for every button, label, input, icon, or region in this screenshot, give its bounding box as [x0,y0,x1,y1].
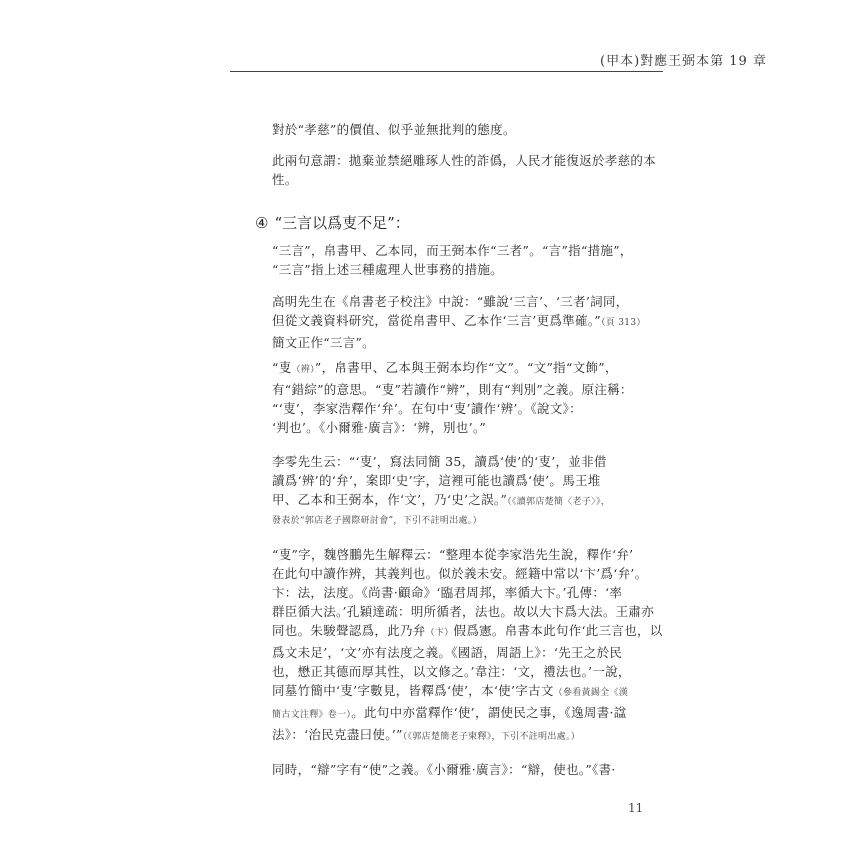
text-line: “三言”指上述三種處理人世事務的措施。 [272,262,503,277]
citation-note: （《郭店楚簡老子柬釋》，下引不註明出處。） [402,732,581,742]
text-line: 同時，“辯”字有“使”之義。《小爾雅·廣言》：“辯，使也。”《書· [272,762,616,777]
inline-note: （參看黃錫全《漢 [553,688,629,698]
heading-text: “三言以爲叓不足”： [274,214,410,232]
text-line: 卞：法，法度。《尚書·顧命》‘臨君周邦，率循大卞。’孔傳：‘率 [272,585,623,600]
text-line: “‘叓’，李家浩釋作‘弁’。在句中‘叓’讀作‘辨’。《說文》： [272,401,582,416]
text-line: 甲、乙本和王弼本，作‘文’，乃‘史’之誤。” [272,492,508,507]
section-heading [255,212,410,233]
text-fragment: 同墓竹簡中‘叓’字數見，皆釋爲‘使’，本‘使’字古文 [272,683,554,698]
heading-number: ④ [255,214,269,232]
text-line: 爲文未足’，‘文’亦有法度之義。《國語，周語上》：‘先王之於民 [272,645,623,660]
text-line: “三言”，帛書甲、乙本同，而王弼本作“三者”。“言”指“措施”， [272,243,633,258]
paragraph-2 [272,151,656,189]
paragraph-1 [272,120,516,139]
inline-note: 簡古文注釋》卷一） [272,710,352,720]
text-line: 對於“孝慈”的價值、似乎並無批判的態度。 [272,122,516,137]
text-fragment: 。此句中亦當釋作‘使’，謂使民之事，《逸周書·諡 [351,705,627,720]
citation-note: （《讀郭店楚簡〈老子〉》， [507,497,611,507]
text-fragment: “叓 [272,360,292,375]
citation-note: 發表於“郭店老子國際研討會”，下引不註明出處。） [272,516,482,526]
text-line: ‘判也’。《小爾雅·廣言》：‘辨，別也’。” [272,420,487,435]
inline-note: （卞） [425,628,454,638]
text-line: 但從文義資料研究，當從帛書甲、乙本作‘三言’更爲準確。” [272,313,601,328]
text-line: 也，懋正其德而厚其性，以文修之。’韋注：‘文，禮法也。’一說， [272,664,631,679]
text-fragment: 法》：‘治民克盡曰使。’” [272,727,403,742]
header-rule [230,71,663,72]
text-line: 簡文正作“三言”。 [272,335,375,350]
paragraph-7 [272,545,663,747]
text-fragment: 同也。朱駿聲認爲，此乃弁 [272,623,426,638]
inline-note: （辨） [291,365,315,375]
running-title: (甲本)對應王弼本第 19 章 [600,54,767,69]
text-fragment: 假爲憲。帛書本此句作‘此三言也，以 [453,623,663,638]
text-line: 有“錯綜”的意思。“叓”若讀作“辨”，則有“判別”之義。原注稱： [272,382,633,397]
text-line: 性。 [272,172,298,187]
text-line: 李零先生云：“‘叓’，寫法同簡 35，讀爲‘使’的‘叓’，並非借 [272,454,607,469]
text-line: 在此句中讀作辨，其義判也。似於義未安。經籍中常以‘卞’爲‘弁’。 [272,566,648,581]
paragraph-3 [272,241,633,279]
paragraph-6 [272,452,610,531]
text-line: 群臣循大法。’孔穎達疏：明所循者，法也。故以大卞爲大法。王肅亦 [272,604,655,619]
paragraph-4 [272,292,646,352]
text-line: 高明先生在《帛書老子校注》中說：“雖說‘三言’、‘三者’詞同， [272,294,629,309]
page-number: 11 [628,801,644,815]
paragraph-8 [272,760,616,779]
text-line: 此兩句意謂：拋棄並禁絕雕琢人性的詐僞，人民才能復返於孝慈的本 [272,153,657,168]
text-line: “叓”字，魏啓鵬先生解釋云：“整理本從李家浩先生說，釋作‘弁’ [272,547,634,562]
text-fragment: ”，帛書甲、乙本與王弼本均作“文”。“文”指“文飾”， [314,360,618,375]
paragraph-5 [272,358,633,437]
page-reference-note: （頁 313） [601,318,646,328]
text-line: 讀爲‘辨’的‘弁’，案即‘史’字，這裡可能也讀爲‘使’。馬王堆 [272,473,601,488]
